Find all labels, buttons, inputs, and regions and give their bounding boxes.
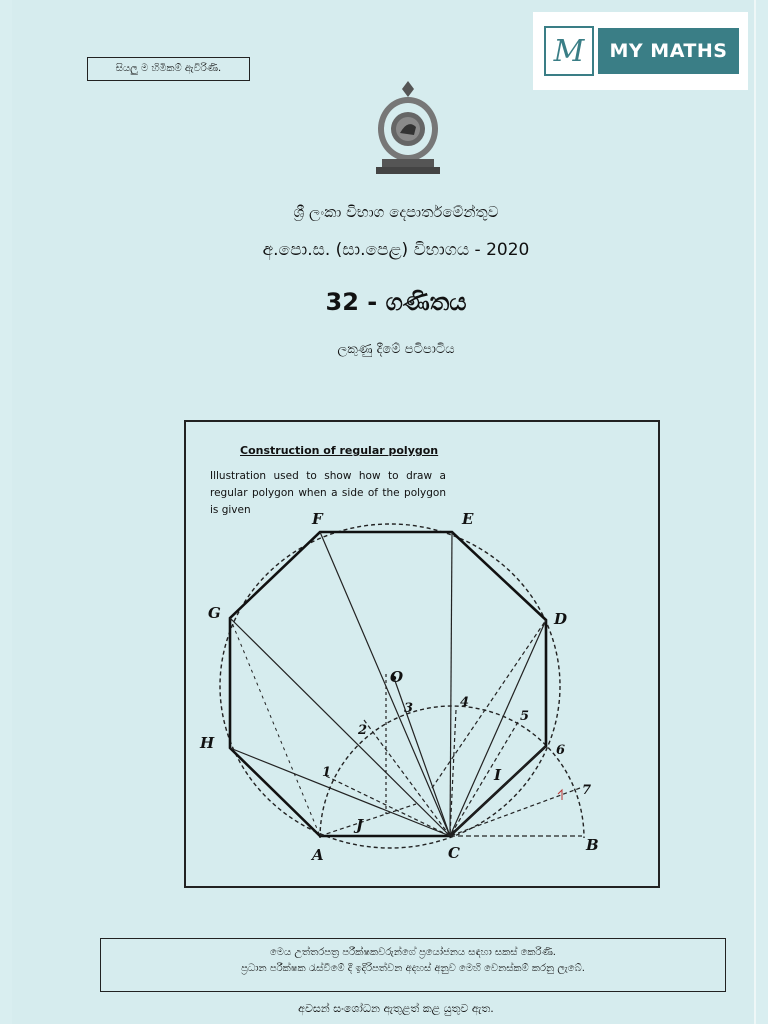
label-b: B	[586, 836, 599, 854]
department-name: ශ්‍රී ලංකා විභාග දෙපාර්තමේන්තුව	[293, 203, 499, 221]
label-i: I	[494, 766, 502, 784]
number-1: 1	[322, 765, 332, 780]
notice-line-2: ප්‍රධාන පරීක්ෂක රැස්වීමේ දී ඉදිරිපත්වන අදහස් අනුව මෙහි වෙනස්කම් කරනු ලැබේ.	[241, 963, 585, 974]
examiner-notice	[100, 938, 726, 992]
label-f: F	[312, 510, 323, 528]
polygon-construction-figure	[184, 420, 660, 888]
label-d: D	[554, 610, 568, 628]
label-e: E	[462, 510, 474, 528]
label-c: C	[448, 844, 460, 862]
number-3: 3	[404, 701, 414, 716]
number-2: 2	[358, 723, 368, 738]
national-emblem-icon	[372, 77, 444, 177]
marking-scheme-subtitle: ලකුණු දීමේ පටිපාටිය	[337, 342, 455, 357]
figure-description: Illustration used to show how to draw a regular polygon when a side of the polygon is given	[210, 470, 446, 516]
notice-line-1: මෙය උත්තරපත්‍ර පරීක්ෂකවරුන්ගේ ප්‍රයෝජනය සඳහා සකස් කෙරිණි.	[270, 947, 556, 958]
footer-note: අවසන් සංශෝධන ඇතුළත් කළ යුතුව ඇත.	[298, 1002, 494, 1015]
subject-title: 32 - ගණිතය	[325, 288, 467, 316]
exam-title: අ.පො.ස. (සා.පෙළ) විභාගය - 2020	[262, 240, 530, 260]
label-h: H	[200, 734, 215, 752]
number-4: 4	[460, 695, 470, 710]
my-maths-logo	[533, 12, 748, 90]
logo-mark: M	[544, 26, 594, 76]
label-j: J	[356, 816, 364, 834]
label-g: G	[208, 604, 221, 622]
number-6: 6	[556, 743, 566, 758]
figure-title: Construction of regular polygon	[240, 444, 439, 457]
label-a: A	[312, 846, 324, 864]
number-5: 5	[520, 709, 530, 724]
logo-text: MY MATHS	[598, 28, 739, 74]
exam-page	[12, 0, 756, 1024]
label-o: O	[390, 668, 404, 686]
number-7: 7	[582, 783, 592, 798]
copyright-stamp: සියලු ම හිමිකම් ඇවිරිණි.	[87, 57, 250, 81]
